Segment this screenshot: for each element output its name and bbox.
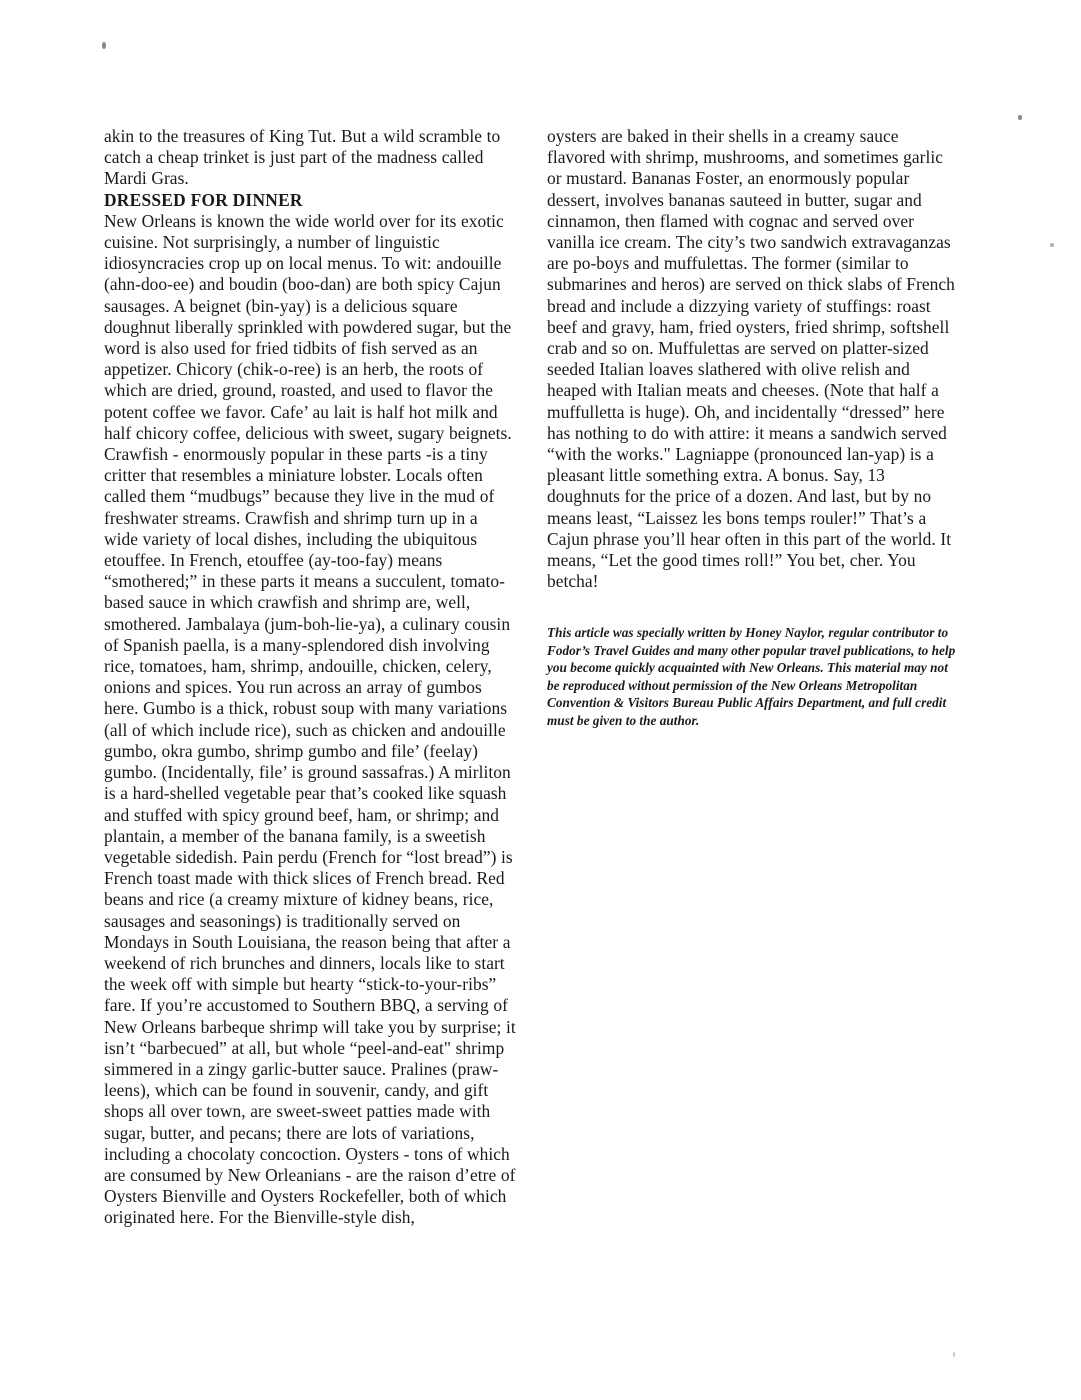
- scan-speck-artifact: [102, 42, 106, 49]
- article-column-left: [104, 126, 516, 1229]
- left-column-body-paragraph: New Orleans is known the wide world over for its exotic cuisine. Not surprisingly, a number of linguistic idiosyncracies crop up on local menus. To wit: andouille (ahn-doo-ee) and boudin (boo-dan) are both spicy Cajun sausages. A beignet (bin-yay) is a delicious square doughnut liberally sprinkled with powdered sugar, but the word is also used for fried tidbits of fish served as an appetizer. Chicory (chik-o-ree) is an herb, the roots of which are dried, ground, roasted, and used to flavor the potent coffee we favor. Cafe’ au lait is half hot milk and half chicory coffee, delicious with sweet, sugary beignets. Crawfish - enormously popular in these parts -is a tiny critter that resembles a miniature lobster. Locals often called them “mudbugs” because they live in the mud of freshwater streams. Crawfish and shrimp turn up in a wide variety of local dishes, including the ubiquitous etouffee. In French, etouffee (ay-too-fay) means “smothered;” in these parts it means a succulent, tomato-based sauce in which crawfish and shrimp are, well, smothered. Jambalaya (jum-boh-lie-ya), a culinary cousin of Spanish paella, is a many-splendored dish involving rice, tomatoes, ham, shrimp, andouille, chicken, celery, onions and spices. You run across an array of gumbos here. Gumbo is a thick, robust soup with many variations (all of which include rice), such as chicken and andouille gumbo, okra gumbo, shrimp gumbo and file’ (feelay) gumbo. (Incidentally, file’ is ground sassafras.) A mirliton is a hard-shelled vegetable pear that’s cooked like squash and stuffed with spicy ground beef, ham, or shrimp; and plantain, a member of the banana family, is a sweetish vegetable sidedish. Pain perdu (French for “lost bread”) is French toast made with thick slices of French bread. Red beans and rice (a creamy mixture of kidney beans, rice, sausages and seasonings) is traditionally served on Mondays in South Louisiana, the reason being that after a weekend of rich brunches and dinners, locals like to start the week off with simple but hearty “stick-to-your-ribs” fare. If you’re accustomed to Southern BBQ, a serving of New Orleans barbeque shrimp will take you by surprise; it isn’t “barbecued” at all, but whole “peel-and-eat" shrimp simmered in a zingy garlic-butter sauce. Pralines (praw-leens), which can be found in souvenir, candy, and gift shops all over town, are sweet-sweet patties made with sugar, butter, and pecans; there are lots of variations, including a chocolaty concoction. Oysters - tons of which are consumed by New Orleanians - are the raison d’etre of Oysters Bienville and Oysters Rockefeller, both of which originated here. For the Bienville-style dish,: [104, 210, 516, 1228]
- opening-paragraph: akin to the treasures of King Tut. But a wild scramble to catch a cheap trinket is just part of the madness called Mardi Gras.: [104, 126, 501, 189]
- article-column-right: [547, 126, 959, 742]
- scan-speck-artifact: [953, 1352, 955, 1357]
- scan-speck-artifact: [1050, 243, 1054, 247]
- right-column-body-paragraph: oysters are baked in their shells in a creamy sauce flavored with shrimp, mushrooms, and sometimes garlic or mustard. Bananas Foster, an enormously popular dessert, involves bananas sauteed in butter, sugar and cinnamon, then flamed with cognac and served over vanilla ice cream. The city’s two sandwich extravaganzas are po-boys and muffulettas. The former (similar to submarines and heros) are served on thick slabs of French bread and include a dizzying variety of stuffings: roast beef and gravy, ham, fried oysters, fried shrimp, softshell crab and so on. Muffulettas are served on platter-sized seeded Italian loaves slathered with olive relish and heaped with Italian meats and cheeses. (Note that half a muffulletta is huge). Oh, and incidentally “dressed” here has nothing to do with attire: it means a sandwich served “with the works." Lagniappe (pronounced lan-yap) is a pleasant little something extra. A bonus. Say, 13 doughnuts for the price of a dozen. And last, but by no means least, “Laissez les bons temps rouler!” That’s a Cajun phrase you’ll hear often in this part of the world. It means, “Let the good times roll!” You bet, cher. You betcha!: [547, 126, 955, 592]
- section-heading-dressed-for-dinner: DRESSED FOR DINNER: [104, 189, 303, 210]
- scan-speck-artifact: [1018, 115, 1022, 120]
- author-credit-block: This article was specially written by Honey Naylor, regular contributor to Fodor’s Travel Guides and many other popular travel publications, to help you become quickly acquainted with New Orleans. This material may not be reproduced without permission of the New Orleans Metropolitan Convention & Visitors Bureau Public Affairs Department, and full credit must be given to the author.: [547, 625, 956, 728]
